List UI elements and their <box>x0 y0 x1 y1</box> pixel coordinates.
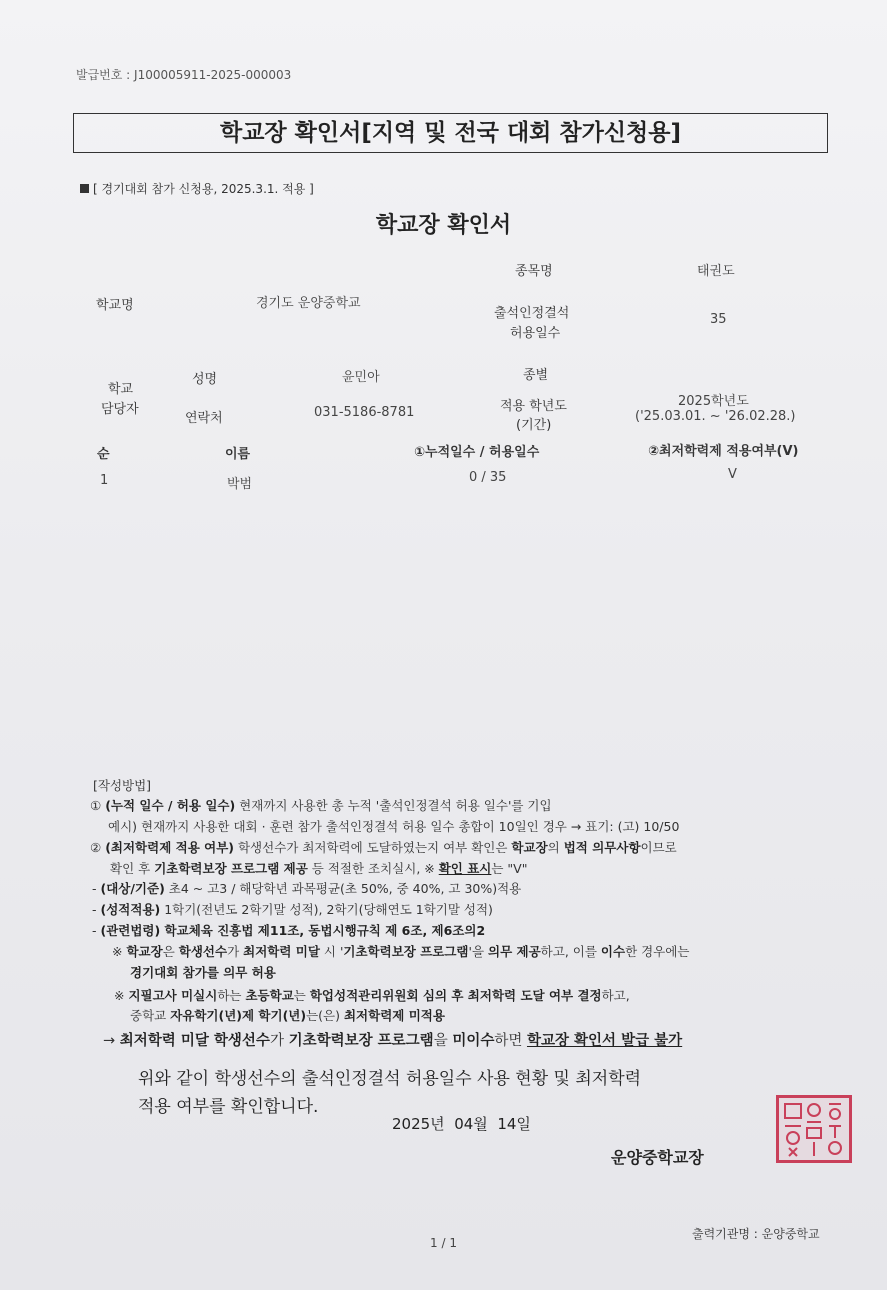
year-label-1: 적용 학년도 <box>500 399 567 414</box>
year-value-1: 2025학년도 <box>678 394 749 409</box>
table-header-name: 이름 <box>225 447 251 462</box>
closing-line-2: 적용 여부를 확인합니다. <box>138 1097 319 1117</box>
sport-label: 종목명 <box>515 264 553 279</box>
row-days: 0 / 35 <box>469 470 507 485</box>
method-line-6: - (성적적용) 1학기(전년도 2학기말 성적), 2학기(당해연도 1학기말 성적) <box>92 902 493 917</box>
method-line-1: ① (누적 일수 / 허용 일수) 현재까지 사용한 총 누적 '출석인정결석 허용 일수'를 기입 <box>90 798 552 813</box>
square-bullet-icon <box>80 184 89 193</box>
attendance-label-1: 출석인정결석 <box>494 306 570 321</box>
sub-note <box>80 180 314 197</box>
issuer: 출력기관명 : 운양중학교 <box>692 1227 820 1241</box>
phone-value: 031-5186-8781 <box>314 405 415 420</box>
method-line-12: → 최저학력 미달 학생선수가 기초학력보장 프로그램을 미이수하면 학교장 확인서 발급 불가 <box>103 1033 683 1049</box>
contact-label-2: 담당자 <box>101 402 139 417</box>
method-line-2: 예시) 현재까지 사용한 대회 · 훈련 참가 출석인정결석 허용 일수 총합이 10일인 경우 → 표기: (고) 10/50 <box>108 819 680 834</box>
row-name: 박범 <box>227 477 253 492</box>
principal-name: 운양중학교장 <box>611 1148 704 1167</box>
method-line-8: ※ 학교장은 학생선수가 최저학력 미달 시 '기초학력보장 프로그램'을 의무 제공하고, 이를 이수한 경우에는 <box>112 944 690 959</box>
attendance-label-2: 허용일수 <box>510 326 561 341</box>
year-label-2: (기간) <box>516 418 552 433</box>
table-header-days: ①누적일수 / 허용일수 <box>414 445 540 460</box>
phone-label: 연락처 <box>185 411 223 426</box>
attendance-value: 35 <box>710 312 727 327</box>
table-header-no: 순 <box>97 447 110 462</box>
closing-line-1: 위와 같이 학생선수의 출석인정결석 허용일수 사용 현황 및 최저학력 <box>138 1069 642 1089</box>
official-seal <box>776 1095 852 1163</box>
gender-label: 종별 <box>523 368 549 383</box>
seal-glyph-icon <box>779 1098 849 1160</box>
issue-date: 2025년 04월 14일 <box>392 1115 531 1133</box>
method-line-11: 중학교 자유학기(년)제 학기(년)는(은) 최저학력제 미적용 <box>130 1008 445 1023</box>
form-title: 학교장 확인서[지역 및 전국 대회 참가신청용] <box>73 113 828 153</box>
method-line-10: ※ 지필고사 미실시하는 초등학교는 학업성적관리위원회 심의 후 최저학력 도달 여부 결정하고, <box>114 988 630 1003</box>
method-line-5: - (대상/기준) 초4 ~ 고3 / 해당학년 과목평균(초 50%, 중 40%, 고 30%)적용 <box>92 881 522 896</box>
doc-title: 학교장 확인서 <box>375 213 512 238</box>
issue-number: 발급번호 : J100005911-2025-000003 <box>76 68 292 82</box>
school-value: 경기도 운양중학교 <box>256 296 361 311</box>
method-line-3: ② (최저학력제 적용 여부) 학생선수가 최저학력에 도달하였는지 여부 확인은 학교장의 법적 의무사항이므로 <box>90 840 677 855</box>
sub-note-text: [ 경기대회 참가 신청용, 2025.3.1. 적용 ] <box>93 182 314 196</box>
sport-value: 태권도 <box>697 264 735 279</box>
method-heading: [작성방법] <box>93 778 152 793</box>
table-header-check: ②최저학력제 적용여부(V) <box>648 444 799 459</box>
school-label: 학교명 <box>96 298 134 313</box>
method-line-9: 경기대회 참가를 의무 허용 <box>130 965 276 980</box>
name-value: 윤민아 <box>342 370 380 385</box>
method-line-7: - (관련법령) 학교체육 진흥법 제11조, 동법시행규칙 제 6조, 제6조의2 <box>92 923 486 938</box>
contact-label-1: 학교 <box>108 382 134 397</box>
page-number: 1 / 1 <box>430 1236 457 1250</box>
year-value-2: ('25.03.01. ~ '26.02.28.) <box>635 409 796 424</box>
row-check: V <box>728 467 737 482</box>
row-no: 1 <box>100 473 109 488</box>
name-label: 성명 <box>192 372 218 387</box>
method-line-4: 확인 후 기초학력보장 프로그램 제공 등 적절한 조치실시, ※ 확인 표시는 "V" <box>110 861 528 876</box>
